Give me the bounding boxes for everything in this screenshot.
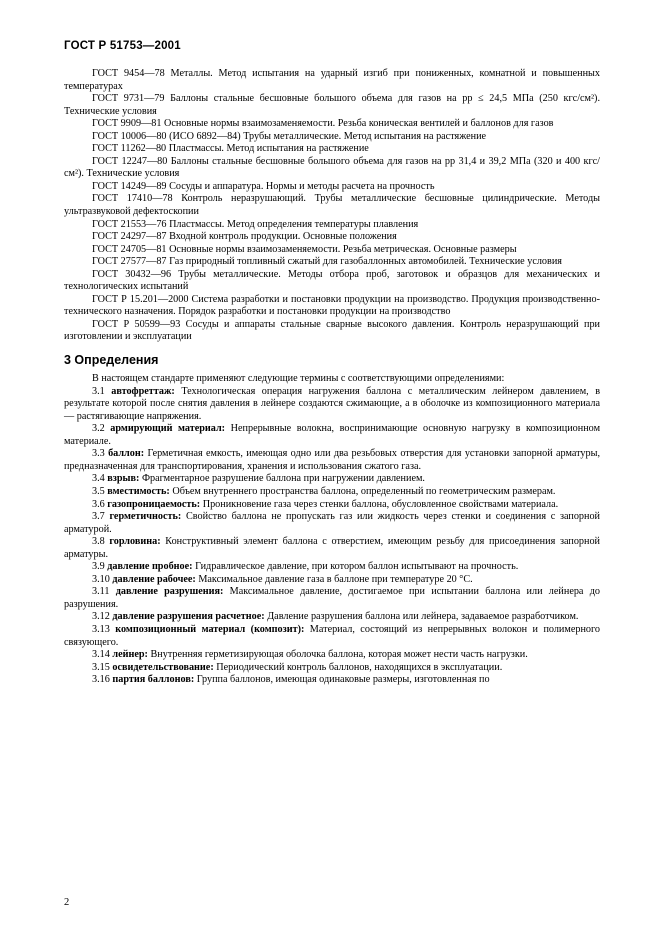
reference-item: ГОСТ 27577—87 Газ природный топливный сжатый для газобаллонных автомобилей. Технические условия [92, 256, 562, 268]
reference-item: ГОСТ 17410—78 Контроль неразрушающий. Трубы металлические бесшовные цилиндрические. Методы ультразвуковой дефектоскопии [64, 193, 600, 218]
reference-item: ГОСТ 30432—96 Трубы металлические. Методы отбора проб, заготовок и образцов для механических и технологических испытаний [64, 268, 600, 293]
definition-term: давление пробное: [107, 561, 193, 573]
definition-item [64, 486, 600, 499]
definition-text: Непрерывные волокна, воспринимающие основную нагрузку в композиционном материале. [64, 423, 601, 447]
definition-item [64, 386, 600, 424]
definition-item [64, 611, 600, 624]
page-body [64, 68, 600, 687]
definition-item [64, 674, 600, 687]
definition-text: Герметичная емкость, имеющая одно или два резьбовых отверстия для установки запорной арматуры, предназначенная для транспортирования, хранения и использования сжатого газа. [64, 448, 600, 472]
definition-number: 3.10 [92, 573, 110, 585]
definition-number: 3.11 [92, 586, 110, 598]
definition-item [64, 423, 600, 448]
definition-item [64, 448, 600, 473]
reference-item: ГОСТ 9454—78 Металлы. Метод испытания на ударный изгиб при пониженных, комнатной и повышенных температурах [64, 68, 600, 92]
definition-term: армирующий материал: [110, 423, 226, 435]
reference-item: ГОСТ 10006—80 (ИСО 6892—84) Трубы металлические. Метод испытания на растяжение [92, 130, 487, 142]
reference-item: ГОСТ 9731—79 Баллоны стальные бесшовные большого объема для газов на pр ≤ 24,5 МПа (250 кгс/см²). Технические условия [64, 93, 600, 117]
definition-item [64, 473, 600, 486]
definition-number: 3.8 [92, 536, 105, 548]
definition-term: лейнер: [112, 649, 148, 661]
page-number: 2 [64, 897, 70, 908]
definition-number: 3.6 [92, 498, 105, 510]
page-header: ГОСТ Р 51753—2001 [64, 40, 181, 52]
definition-term: герметичность: [109, 511, 182, 523]
definition-number: 3.16 [92, 674, 110, 686]
reference-item: ГОСТ 9909—81 Основные нормы взаимозаменяемости. Резьба коническая вентилей и баллонов для газов [92, 118, 554, 130]
definition-number: 3.5 [92, 485, 105, 497]
definition-text: Максимальное давление газа в баллоне при температуре 20 °С. [198, 573, 473, 585]
reference-item: ГОСТ 24705—81 Основные нормы взаимозаменяемости. Резьба метрическая. Основные размеры [92, 243, 517, 255]
section-intro: В настоящем стандарте применяют следующие термины с соответствующими определениями: [92, 373, 505, 385]
definition-text: Внутренняя герметизирующая оболочка баллона, которая может нести часть нагрузки. [150, 649, 528, 661]
definition-item [64, 511, 600, 536]
definition-text: Гидравлическое давление, при котором баллон испытывают на прочность. [195, 561, 519, 573]
definition-term: освидетельствование: [112, 661, 214, 673]
definition-number: 3.4 [92, 473, 105, 485]
section-heading: 3 Определения [64, 353, 159, 368]
definition-term: давление разрушения: [115, 586, 224, 598]
definition-text: Давление разрушения баллона или лейнера, задаваемое разработчиком. [267, 611, 579, 623]
definition-number: 3.2 [92, 423, 105, 435]
definition-item [64, 536, 600, 561]
definition-text: Материал, состоящий из непрерывных волокон и полимерного связующего. [64, 623, 601, 648]
definition-term: автофреттаж: [111, 385, 175, 397]
definition-term: газопроницаемость: [107, 498, 201, 510]
reference-item: ГОСТ 12247—80 Баллоны стальные бесшовные большого объема для газов на pр 31,4 и 39,2 МПа (320 и 400 кгс/см²). Технические условия [64, 155, 600, 180]
definition-text: Объем внутреннего пространства баллона, определенный по геометрическим размерам. [172, 485, 556, 497]
references-list [64, 68, 600, 344]
definition-text: Фрагментарное разрушение баллона при нагружении давлением. [141, 473, 425, 485]
reference-item: ГОСТ 21553—76 Пластмассы. Метод определения температуры плавления [92, 218, 419, 230]
definition-number: 3.15 [92, 661, 110, 673]
definition-term: партия баллонов: [112, 674, 195, 686]
definition-term: вместимость: [107, 485, 170, 497]
definition-term: взрыв: [107, 473, 140, 485]
definition-term: давление разрушения расчетное: [112, 611, 265, 623]
definition-item [64, 561, 600, 574]
reference-item: ГОСТ Р 15.201—2000 Система разработки и постановки продукции на производство. Продукция производственно-технического назначения. Порядок разработки и постановки продукции на производство [64, 293, 600, 318]
definition-term: давление рабочее: [112, 573, 196, 585]
definition-text: Свойство баллона не пропускать газ или жидкость через стенки и соединения с запорной арматурой. [64, 511, 601, 535]
definitions-list [64, 386, 600, 687]
definition-number: 3.7 [92, 511, 105, 523]
definition-number: 3.14 [92, 649, 110, 661]
definition-item [64, 499, 600, 512]
definition-term: композиционный материал (композит): [115, 623, 305, 635]
definition-text: Конструктивный элемент баллона с отверстием, имеющим резьбу для присоединения запорной арматуры. [64, 536, 600, 560]
definition-text: Периодический контроль баллонов, находящихся в эксплуатации. [216, 661, 503, 673]
reference-item: ГОСТ 14249—89 Сосуды и аппаратура. Нормы и методы расчета на прочность [92, 180, 435, 192]
definition-text: Технологическая операция нагружения баллона с металлическим лейнером давлением, в результате которой после снятия давления в лейнере создаются сжимающие, а в оболочке из композиционного материала — растягивающие напряжения. [64, 385, 601, 422]
definition-number: 3.1 [92, 385, 105, 397]
definition-item [64, 649, 600, 662]
definition-item [64, 624, 600, 649]
reference-item: ГОСТ 24297—87 Входной контроль продукции. Основные положения [92, 231, 397, 243]
definition-term: горловина: [109, 536, 161, 548]
definition-item [64, 574, 600, 587]
definition-term: баллон: [108, 448, 145, 460]
reference-item: ГОСТ 11262—80 Пластмассы. Метод испытания на растяжение [92, 143, 369, 155]
definition-number: 3.9 [92, 561, 105, 573]
definition-number: 3.12 [92, 611, 110, 623]
definition-text: Группа баллонов, имеющая одинаковые размеры, изготовленная по [196, 674, 490, 686]
definition-number: 3.13 [92, 623, 110, 635]
reference-item: ГОСТ Р 50599—93 Сосуды и аппараты стальные сварные высокого давления. Контроль неразрушающий при изготовлении и эксплуатации [64, 318, 600, 343]
definition-number: 3.3 [92, 448, 105, 460]
definition-text: Проникновение газа через стенки баллона, обусловленное свойствами материала. [202, 498, 559, 510]
definition-item [64, 586, 600, 611]
definition-item [64, 662, 600, 675]
definition-text: Максимальное давление, достигаемое при испытании баллона или лейнера до разрушения. [64, 586, 601, 610]
